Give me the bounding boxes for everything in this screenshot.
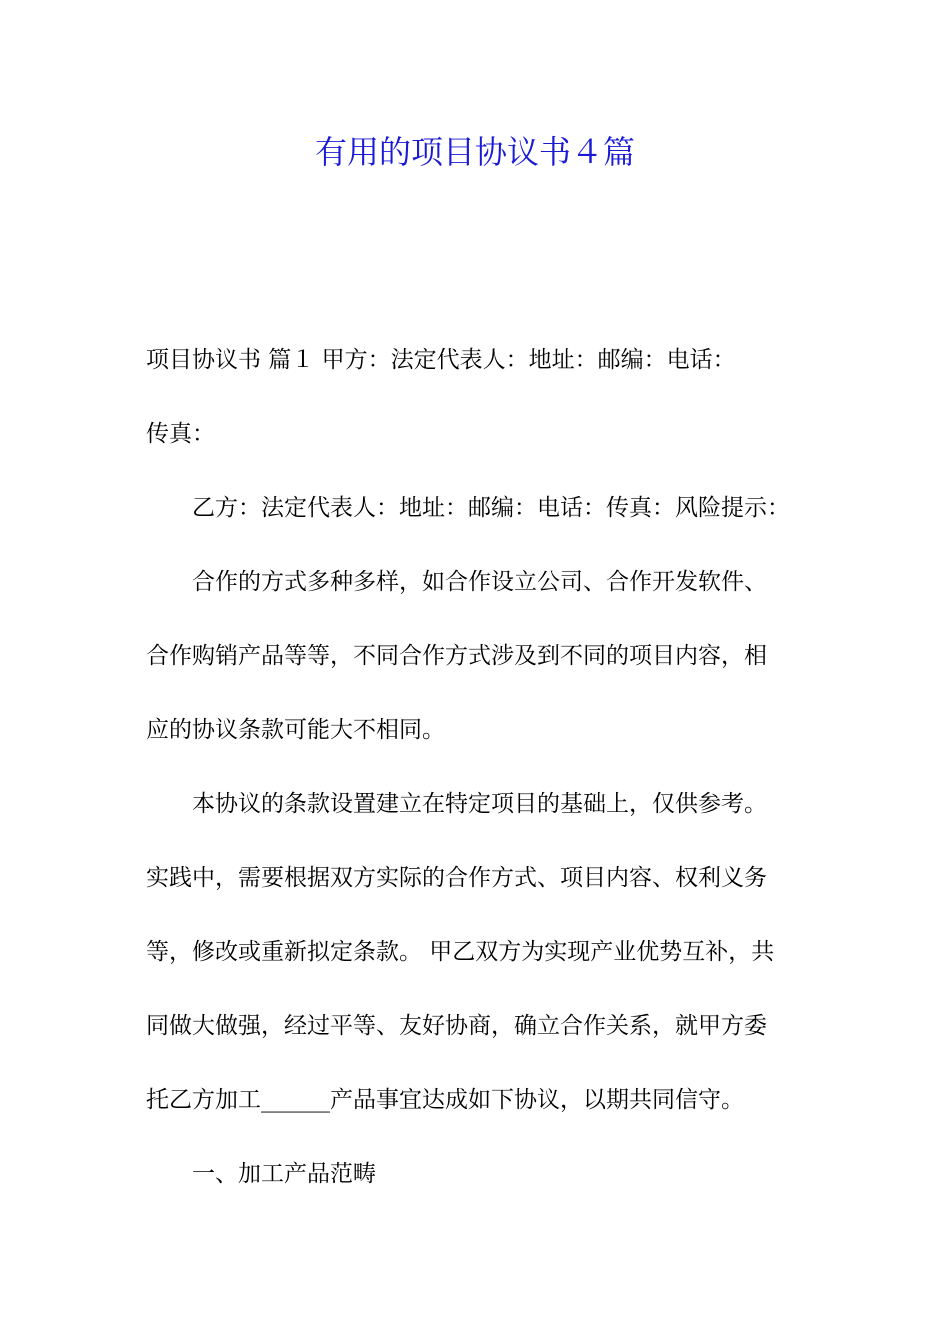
body-line: 同做大做强，经过平等、友好协商，确立合作关系，就甲方委 [146, 1013, 767, 1039]
body-line: 合作购销产品等等，不同合作方式涉及到不同的项目内容，相 [146, 643, 767, 669]
document-title: 有用的项目协议书４篇 [314, 133, 635, 171]
body-line: 乙方：法定代表人：地址：邮编：电话：传真：风险提示： [192, 495, 790, 521]
section-heading: 一、加工产品范畴 [192, 1161, 376, 1187]
document-body [146, 330, 806, 1218]
body-line: 等，修改或重新拟定条款。 甲乙双方为实现产业优势互补，共 [146, 939, 775, 965]
body-line: 项目协议书 篇１ 甲方：法定代表人：地址：邮编：电话： [146, 347, 736, 373]
body-line: 实践中，需要根据双方实际的合作方式、项目内容、权利义务 [146, 865, 767, 891]
body-line: 应的协议条款可能大不相同。 [146, 717, 445, 743]
body-line: 托乙方加工______产品事宜达成如下协议，以期共同信守。 [146, 1087, 744, 1113]
body-line: 本协议的条款设置建立在特定项目的基础上，仅供参考。 [192, 791, 767, 817]
body-line: 合作的方式多种多样，如合作设立公司、合作开发软件、 [192, 569, 767, 595]
body-line: 传真： [146, 421, 215, 447]
